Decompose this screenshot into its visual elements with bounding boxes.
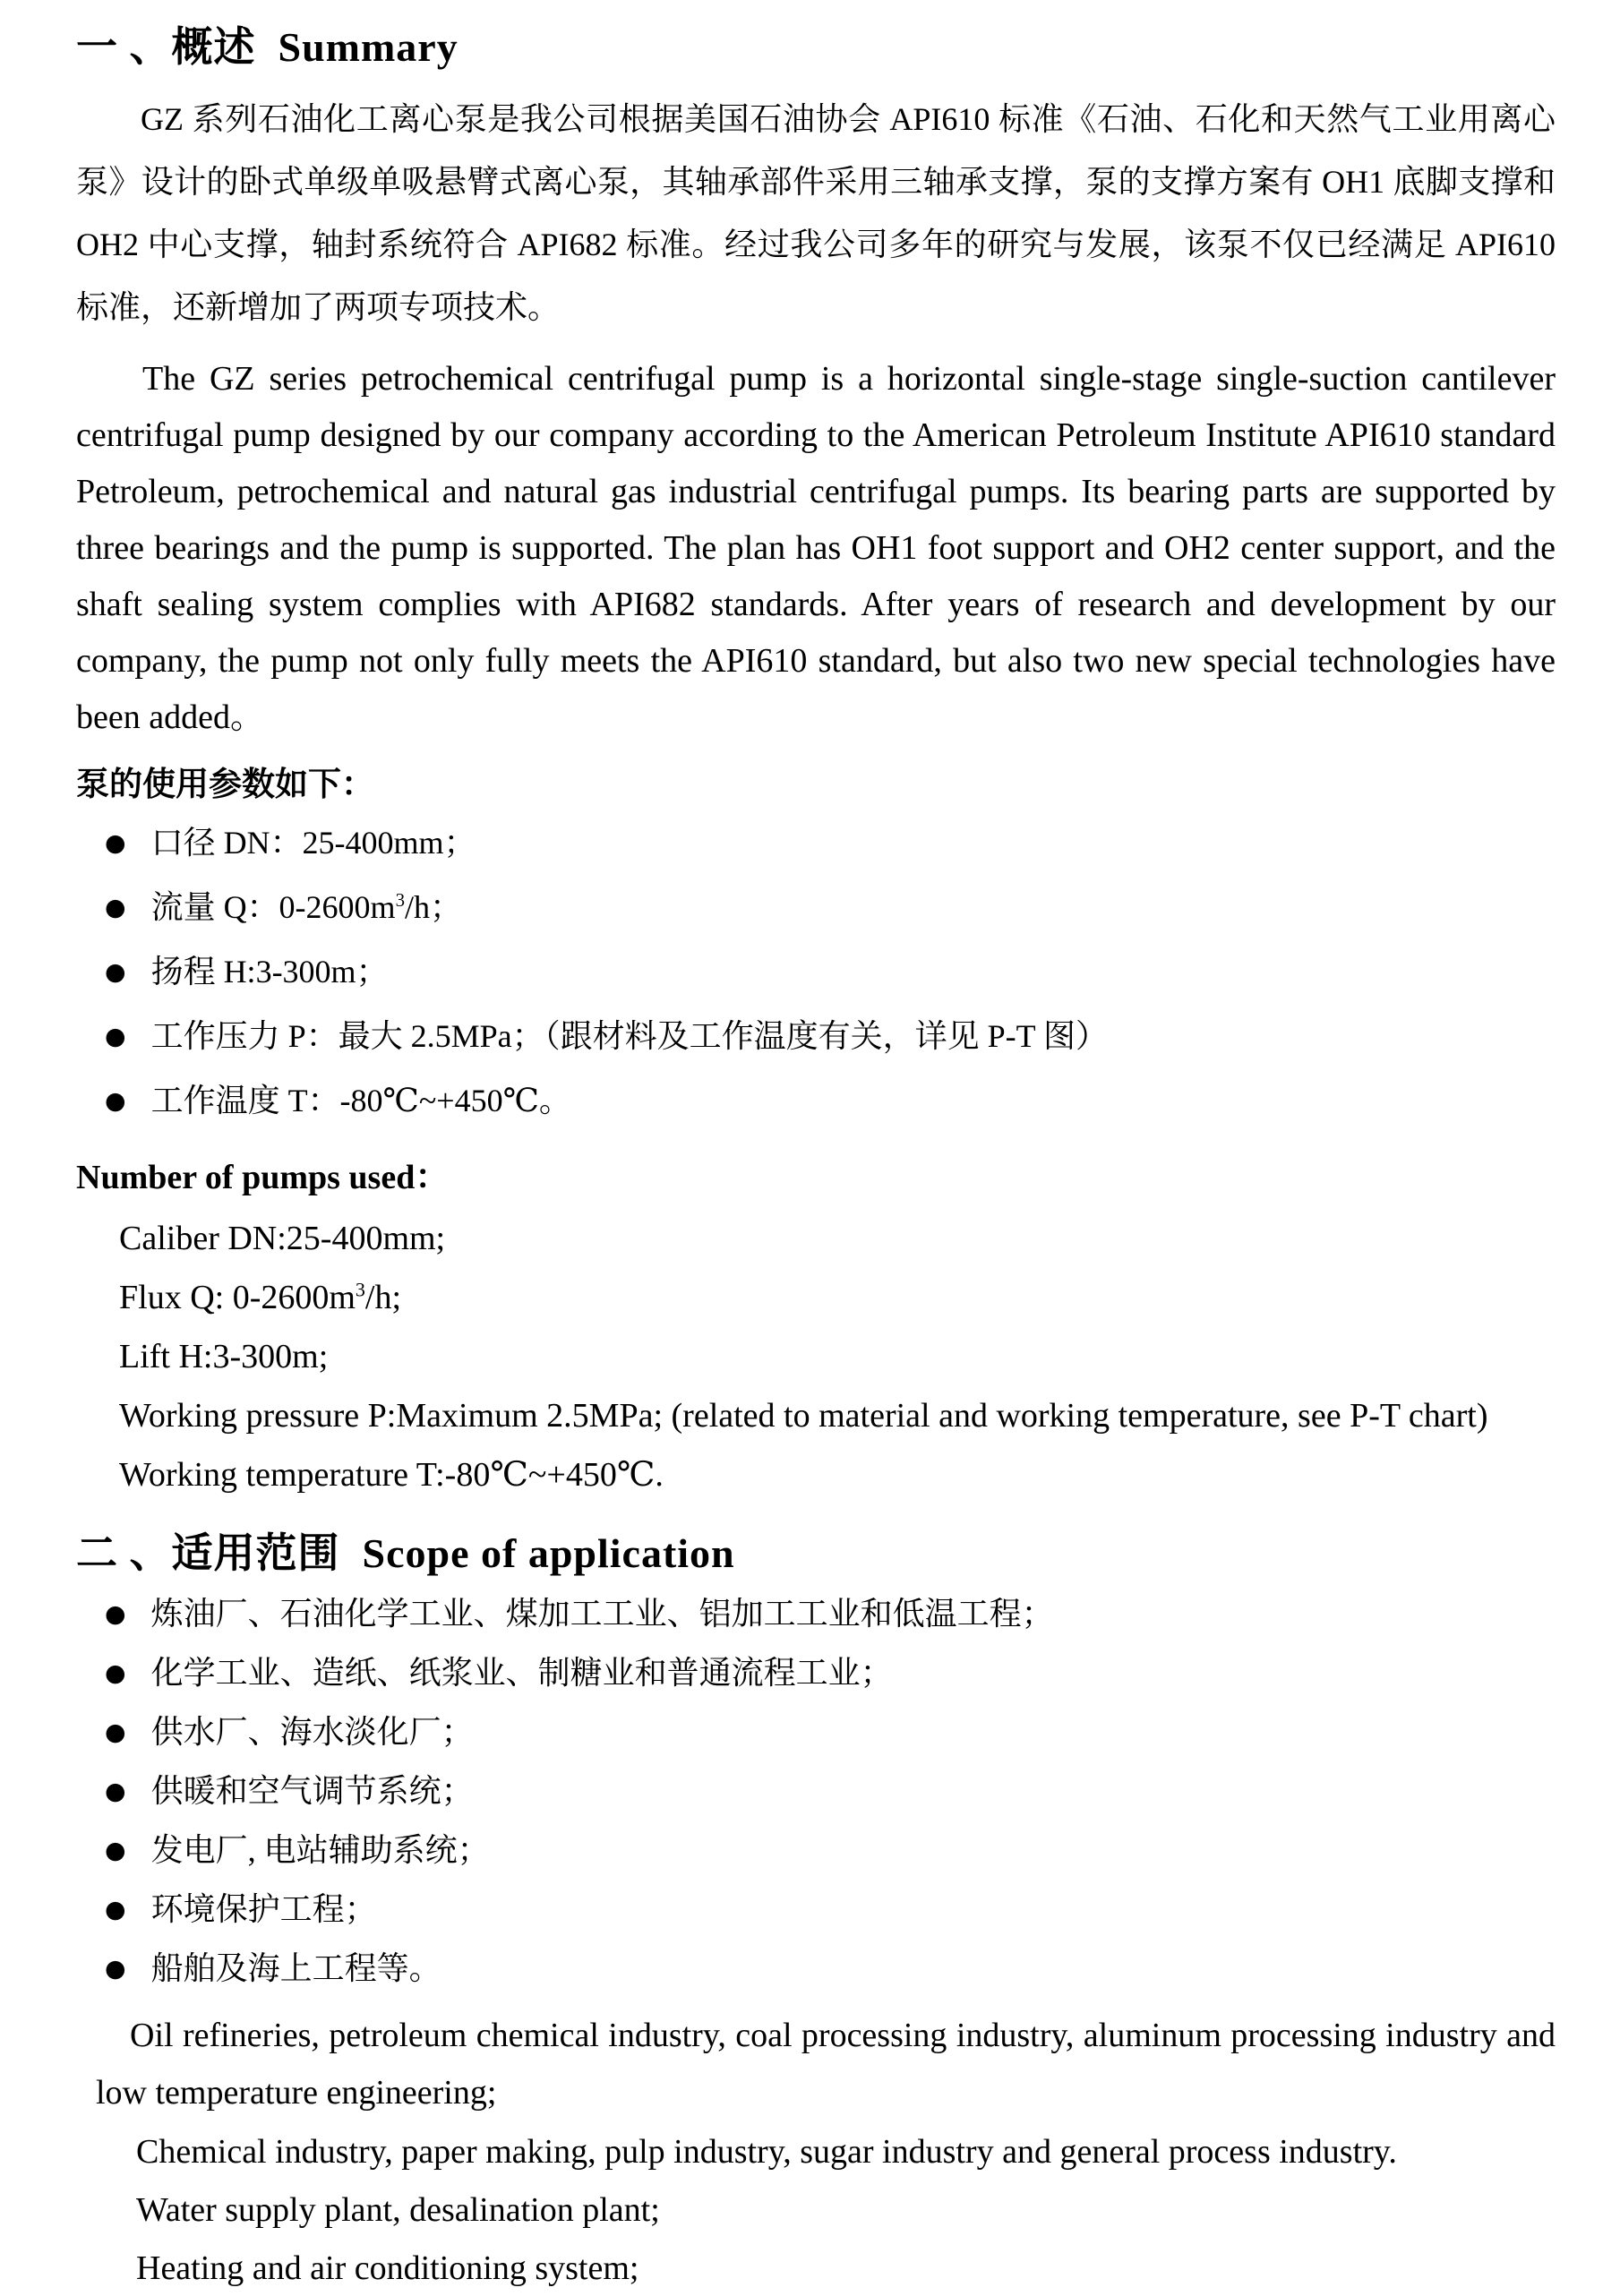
- section-summary-heading: 一 、概述 Summary: [76, 24, 459, 70]
- pump-param-zh-item: [105, 812, 1556, 877]
- application-zh-item-text: 炼油厂、石油化学工业、煤加工工业、铝加工工业和低温工程；: [150, 1596, 1054, 1632]
- bullet-icon: ●: [105, 1896, 126, 1923]
- application-en-line-text: Chemical industry, paper making, pulp industry, sugar industry and general process industry.: [136, 2133, 1397, 2171]
- pump-param-zh-item: [105, 1070, 1556, 1135]
- bullet-icon: ●: [105, 1659, 126, 1687]
- application-zh-item-text: 化学工业、造纸、纸浆业、制糖业和普通流程工业；: [150, 1655, 893, 1691]
- pump-param-zh-item-text: 工作温度 T：-80℃~+450℃。: [150, 1082, 571, 1118]
- bullet-icon: ●: [105, 1086, 126, 1115]
- bullet-icon: ●: [105, 1837, 126, 1864]
- pump-param-en-item: [119, 1386, 1556, 1445]
- application-zh-item: [105, 1881, 1556, 1940]
- bullet-icon: ●: [105, 1778, 126, 1805]
- pump-param-zh-item-text: 工作压力 P：最大 2.5MPa；（跟材料及工作温度有关，详见 P-T 图）: [150, 1017, 1108, 1054]
- pump-param-en-item: [119, 1327, 1556, 1386]
- pump-params-zh-list: [105, 812, 1556, 1135]
- pump-param-zh-item-text: 扬程 H:3-300m；: [150, 953, 389, 990]
- applications-zh-list: [105, 1586, 1556, 2000]
- bullet-icon: ●: [105, 1600, 126, 1628]
- application-zh-item-text: 环境保护工程；: [150, 1891, 377, 1927]
- bullet-icon: ●: [105, 1022, 126, 1050]
- bullet-icon: ●: [105, 1718, 126, 1746]
- application-zh-item: [105, 1645, 1556, 1704]
- section-scope-heading: 二 、适用范围 Scope of application: [76, 1529, 735, 1576]
- pump-param-en-item: [119, 1445, 1556, 1504]
- superscript: 3: [355, 1277, 365, 1300]
- application-en-line: [136, 2125, 1556, 2180]
- pump-params-en-title: Number of pumps used：: [76, 1158, 450, 1196]
- application-en-line-text: Water supply plant, desalination plant;: [136, 2191, 660, 2229]
- bullet-icon: ●: [105, 893, 126, 921]
- application-en-line: [136, 2183, 1556, 2238]
- pump-param-en-item: [119, 1268, 1556, 1327]
- superscript: 3: [395, 888, 405, 911]
- pump-param-zh-item-text: 流量 Q：$0-2600m^3/h$；: [150, 888, 463, 925]
- application-zh-item: [105, 1704, 1556, 1763]
- applications-en-paragraph: Oil refineries, petroleum chemical industry, coal processing industry, aluminum processing industry and low temperature engineering;: [96, 2017, 1556, 2112]
- pump-param-en-item-text: Caliber DN:25-400mm;: [119, 1219, 446, 1257]
- application-zh-item: [105, 1940, 1556, 2000]
- application-zh-item: [105, 1763, 1556, 1822]
- pump-param-zh-item: [105, 1006, 1556, 1070]
- pump-params-zh-title: 泵的使用参数如下：: [76, 766, 374, 803]
- pump-param-en-item-text: Working pressure P:Maximum 2.5MPa; (related to material and working temperature, see P-T chart): [119, 1396, 1488, 1435]
- summary-paragraph-en: The GZ series petrochemical centrifugal pump is a horizontal single-stage single-suction cantilever centrifugal pump designed by our company according to the American Petroleum Institute API610 standard Petroleum, petrochemical and natural gas industrial centrifugal pumps. Its bearing parts are supported by three bearings and the pump is supported. The plan has OH1 foot support and OH2 center support, and the shaft sealing system complies with API682 standards. After years of research and development by our company, the pump not only fully meets the API610 standard, but also two new special technologies have been added。: [76, 359, 1556, 736]
- application-zh-item-text: 发电厂, 电站辅助系统；: [150, 1832, 490, 1868]
- pump-param-zh-item: [105, 877, 1556, 941]
- application-en-line-text: Heating and air conditioning system;: [136, 2249, 639, 2287]
- pump-param-zh-item: [105, 941, 1556, 1006]
- pump-params-en-list: [119, 1209, 1556, 1504]
- bullet-icon: ●: [105, 828, 126, 857]
- pump-param-en-item-text: Flux Q: $0-2600m^3/h$;: [119, 1277, 402, 1316]
- application-zh-item-text: 供水厂、海水淡化厂；: [150, 1714, 474, 1750]
- applications-en-lines: [76, 2125, 1556, 2296]
- pump-param-en-item-text: Working temperature T:-80℃~+450℃.: [119, 1455, 664, 1494]
- bullet-icon: ●: [105, 1955, 126, 1983]
- application-en-line: [136, 2241, 1556, 2296]
- bullet-icon: ●: [105, 957, 126, 986]
- application-zh-item-text: 船舶及海上工程等。: [150, 1950, 441, 1986]
- pump-param-en-item-text: Lift H:3-300m;: [119, 1337, 329, 1375]
- pump-param-en-item: [119, 1209, 1556, 1268]
- pump-param-zh-item-text: 口径 DN：25-400mm；: [150, 824, 476, 861]
- application-zh-item: [105, 1822, 1556, 1881]
- application-zh-item: [105, 1586, 1556, 1645]
- summary-paragraph-zh: GZ 系列石油化工离心泵是我公司根据美国石油协会 API610 标准《石油、石化和天然气工业用离心泵》设计的卧式单级单吸悬臂式离心泵，其轴承部件采用三轴承支撑，泵的支撑方案有 OH1 底脚支撑和 OH2 中心支撑，轴封系统符合 API682 标准。经过我公司多年的研究与发展，该泵不仅已经满足 API610 标准，还新增加了两项专项技术。: [76, 100, 1556, 325]
- application-zh-item-text: 供暖和空气调节系统；: [150, 1773, 474, 1809]
